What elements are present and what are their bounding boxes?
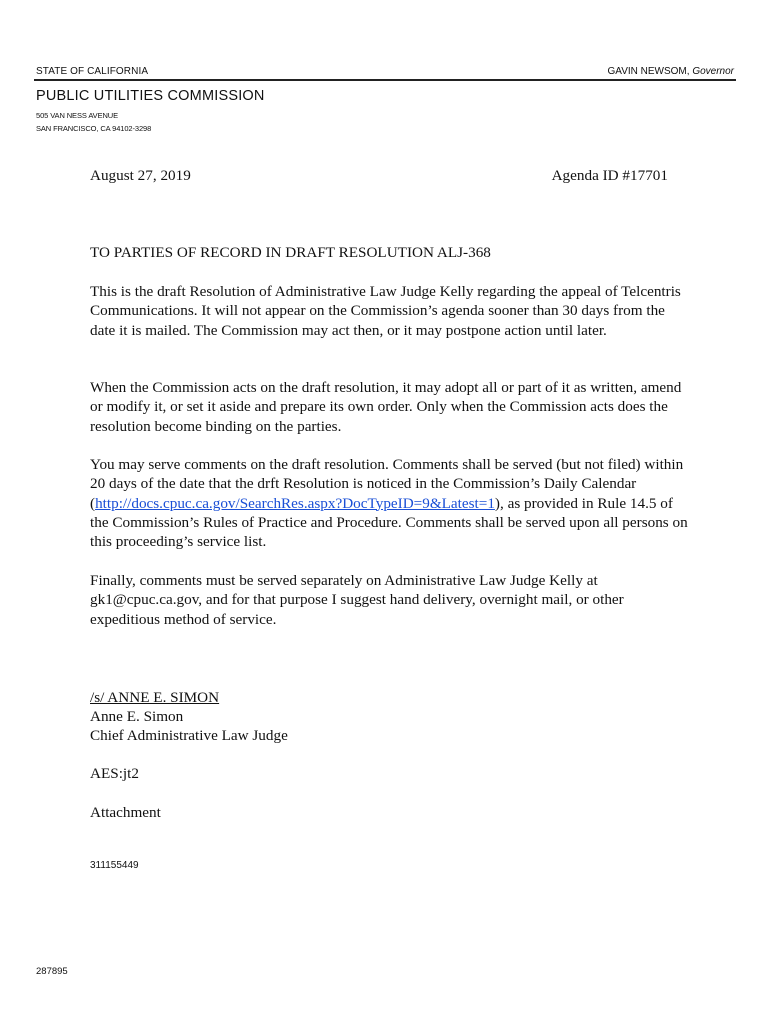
addressee-line: TO PARTIES OF RECORD IN DRAFT RESOLUTION ALJ-368 — [90, 244, 491, 261]
header-governor — [607, 66, 734, 77]
agenda-id: Agenda ID #17701 — [551, 167, 668, 184]
letter-date: August 27, 2019 — [90, 167, 191, 184]
paragraph-3 — [90, 455, 690, 551]
signer-title: Chief Administrative Law Judge — [90, 727, 288, 744]
signature-line — [90, 688, 690, 707]
agency-name: PUBLIC UTILITIES COMMISSION — [36, 88, 265, 104]
address-line-2: SAN FRANCISCO, CA 94102-3298 — [36, 124, 152, 133]
paragraph-3-text-before: You may serve comments on the draft resolution. Comments shall be served (but not filed) within 20 days of the date that the drft Resolution is noticed in the Commission’s Daily Calendar ( — [90, 456, 684, 512]
header-divider — [34, 79, 736, 81]
daily-calendar-link[interactable]: http://docs.cpuc.ca.gov/SearchRes.aspx?DocTypeID=9&Latest=1 — [95, 494, 495, 512]
signer-name: Anne E. Simon — [90, 708, 184, 725]
header-state: STATE OF CALIFORNIA — [36, 66, 149, 77]
document-number: 311155449 — [90, 860, 139, 871]
paragraph-2: When the Commission acts on the draft resolution, it may adopt all or part of it as written, amend or modify it, or set it aside and prepare its own order. Only when the Commission acts does the resolution become binding on the parties. — [90, 379, 682, 435]
typist-initials: AES:jt2 — [90, 765, 139, 782]
attachment-note: Attachment — [90, 804, 161, 821]
address-line-1: 505 VAN NESS AVENUE — [36, 111, 119, 120]
footer-number: 287895 — [36, 966, 68, 977]
paragraph-3-text-after: ), as provided in Rule 14.5 of the Commission’s Rules of Practice and Procedure. Comments shall be served upon all persons on this proceeding’s service list. — [90, 494, 688, 551]
signature-signed: /s/ ANNE E. SIMON — [90, 689, 220, 706]
governor-title: Governor — [692, 66, 734, 77]
governor-name: GAVIN NEWSOM, — [607, 66, 693, 77]
paragraph-4: Finally, comments must be served separately on Administrative Law Judge Kelly at gk1@cpuc.ca.gov, and for that purpose I suggest hand delivery, overnight mail, or other expeditious method of service. — [90, 572, 624, 628]
paragraph-1: This is the draft Resolution of Administrative Law Judge Kelly regarding the appeal of Telcentris Communications. It will not appear on the Commission’s agenda sooner than 30 days from the date it is mailed. The Commission may act then, or it may postpone action until later. — [90, 283, 681, 339]
